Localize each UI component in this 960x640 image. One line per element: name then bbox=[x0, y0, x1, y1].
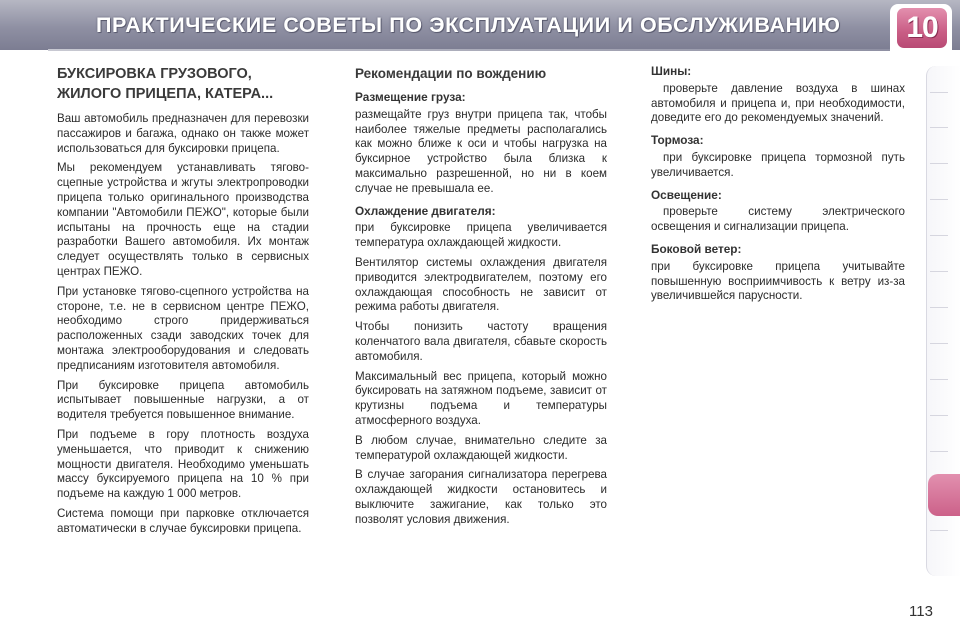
subheading-load-placement: Размещение груза: bbox=[355, 90, 466, 104]
side-tab-divider bbox=[930, 127, 948, 128]
side-tab-divider bbox=[930, 530, 948, 531]
paragraph: В любом случае, внимательно следите за температурой охлаждающей жидкости. bbox=[355, 433, 607, 462]
side-tab-divider bbox=[930, 415, 948, 416]
subheading-crosswind: Боковой ветер: bbox=[651, 241, 742, 256]
side-tab-divider bbox=[930, 451, 948, 452]
driving-recommendations-title: Рекомендации по вождению bbox=[355, 66, 547, 81]
side-tab-divider bbox=[930, 163, 948, 164]
chapter-title: ПРАКТИЧЕСКИЕ СОВЕТЫ ПО ЭКСПЛУАТАЦИИ И ОБСЛУЖИВАНИЮ bbox=[96, 13, 841, 37]
side-tab-divider bbox=[930, 271, 948, 272]
subheading-tyres: Шины: bbox=[651, 64, 692, 78]
paragraph: при буксировке прицепа тормозной путь увеличивается. bbox=[651, 150, 905, 179]
paragraph: размещайте груз внутри прицепа так, чтобы наиболее тяжелые предметы располагались как можно ближе к оси и чтобы нагрузка на буксирное устройство была близка к максимально разрешенной, но ни в коем случае не превышала ее. bbox=[355, 107, 607, 195]
subheading-brakes: Тормоза: bbox=[651, 133, 704, 148]
paragraph: При установке тягово-сцепного устройства на стороне, т.е. не в сервисном центре ПЕЖО, необходимо строго придерживаться расположенных сзади заводских точек для монтажа электрооборудования и следовать предписаниям изготовителя автомобиля. bbox=[57, 284, 309, 372]
paragraph: при буксировке прицепа увеличивается температура охлаждающей жидкости. bbox=[355, 221, 607, 250]
paragraph: В случае загорания сигнализатора перегрева охлаждающей жидкости остановитесь и выключите зажигание, как только это позволят условия движения. bbox=[355, 468, 607, 526]
paragraph: При буксировке прицепа автомобиль испытывает повышенные нагрузки, а от водителя требуется повышенное внимание. bbox=[57, 378, 309, 422]
paragraph: проверьте систему электрического освещения и сигнализации прицепа. bbox=[651, 205, 905, 234]
paragraph: При подъеме в гору плотность воздуха уменьшается, что приводит к снижению мощности двигателя. Необходимо уменьшать массу буксируемого прицепа на 10 % при подъеме на каждую 1 000 метров. bbox=[57, 427, 309, 501]
side-tab-divider bbox=[930, 199, 948, 200]
side-tab-divider bbox=[930, 343, 948, 344]
paragraph: Максимальный вес прицепа, который можно буксировать на затяжном подъеме, зависит от крутизны подъема и температуры атмосферного воздуха. bbox=[355, 369, 607, 427]
header-underline bbox=[48, 49, 918, 51]
side-tab-divider bbox=[930, 235, 948, 236]
middle-column bbox=[355, 64, 607, 533]
right-column bbox=[651, 64, 905, 309]
left-column bbox=[57, 64, 309, 542]
side-tab-divider bbox=[930, 92, 948, 93]
paragraph: Вентилятор системы охлаждения двигателя приводится электродвигателем, поэтому его охлаждающая способность не зависит от режима работы двигателя. bbox=[355, 255, 607, 314]
subheading-lighting: Освещение: bbox=[651, 187, 722, 202]
paragraph: Ваш автомобиль предназначен для перевозки пассажиров и багажа, однако он также может использоваться для буксировки прицепа. bbox=[57, 112, 309, 155]
paragraph: Мы рекомендуем устанавливать тягово-сцепные устройства и жгуты электропроводки прицепа только оригинального производства компании "Автомобили ПЕЖО", которые были испытаны на прочность еще на стадии разработки Вашего автомобиля. Их монтаж следует осуществлять только в сервисных центрах ПЕЖО. bbox=[57, 161, 309, 278]
side-tab-divider bbox=[930, 307, 948, 308]
side-tab-divider bbox=[930, 379, 948, 380]
page-number: 113 bbox=[909, 603, 933, 620]
paragraph: Чтобы понизить частоту вращения коленчатого вала двигателя, сбавьте скорость автомобиля. bbox=[355, 320, 607, 363]
paragraph: Система помощи при парковке отключается автоматически в случае буксировки прицепа. bbox=[57, 506, 309, 535]
side-tab-chapter-10[interactable] bbox=[928, 474, 960, 516]
towing-section-title: БУКСИРОВКА ГРУЗОВОГО, ЖИЛОГО ПРИЦЕПА, КАТЕРА... bbox=[57, 66, 274, 102]
subheading-engine-cooling: Охлаждение двигателя: bbox=[355, 203, 496, 218]
chapter-number-badge: 10 bbox=[897, 8, 947, 48]
paragraph: при буксировке прицепа учитывайте повышенную восприимчивость к ветру из-за увеличившейся парусности. bbox=[651, 259, 905, 303]
paragraph: проверьте давление воздуха в шинах автомобиля и прицепа и, при необходимости, доведите его до рекомендуемых значений. bbox=[651, 81, 905, 125]
